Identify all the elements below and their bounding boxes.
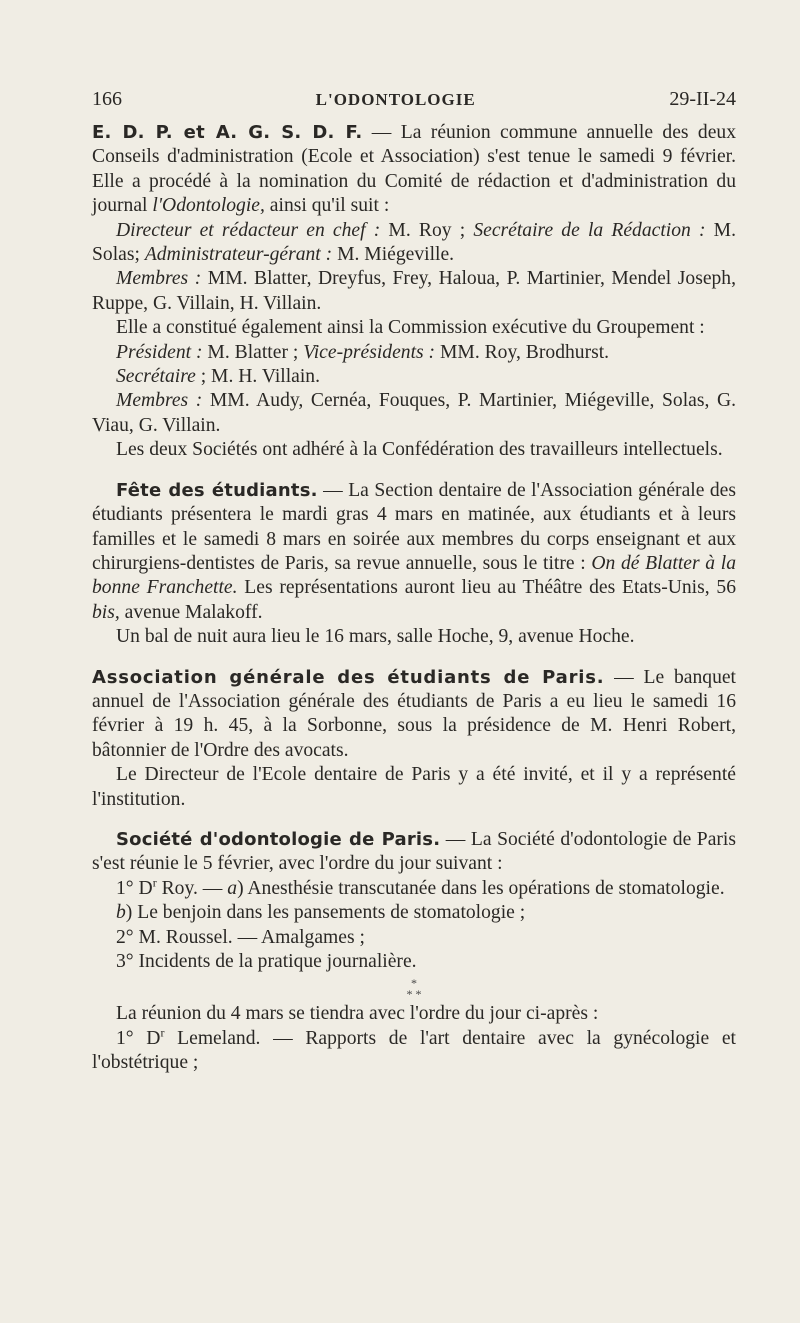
- paragraph: E. D. P. et A. G. S. D. F. — La réunion commune annuelle des deux Conseils d'administration (Ecole et Association) s'est tenue le samedi 9 février. Elle a procédé à la nomination du Comité de rédaction et d'administration du journal l'Odontologie, ainsi qu'il suit :: [92, 122, 736, 217]
- paragraph: Directeur et rédacteur en chef : M. Roy ; Secrétaire de la Rédaction : M. Solas; Administrateur-gérant : M. Miégeville.: [92, 219, 736, 266]
- paragraph: Association générale des étudiants de Paris. — Le banquet annuel de l'Association générale des étudiants de Paris a eu lieu le samedi 16 février à 19 h. 45, à la Sorbonne, sous la présidence de M. Henri Robert, bâtonnier de l'Ordre des avocats.: [92, 666, 737, 761]
- list-item: 3° Incidents de la pratique journalière.: [116, 951, 417, 972]
- section-association: [92, 666, 736, 812]
- paragraph: La réunion du 4 mars se tiendra avec l'ordre du jour ci-après :: [116, 1003, 599, 1025]
- section-title: Association générale des étudiants de Paris.: [92, 666, 605, 688]
- asterism: * * *: [406, 976, 422, 1002]
- article-body: [92, 121, 736, 1076]
- paragraph: Société d'odontologie de Paris. — La Société d'odontologie de Paris s'est réunie le 5 février, avec l'ordre du jour suivant :: [92, 828, 736, 875]
- list-item: 1° $D^r$ Lemeland. — Rapports de l'art dentaire avec la gynécologie et l'obstétrique ;: [92, 1025, 736, 1074]
- paragraph: Le Directeur de l'Ecole dentaire de Paris y a été invité, et il y a représenté l'institution.: [92, 764, 736, 810]
- paragraph: Un bal de nuit aura lieu le 16 mars, salle Hoche, 9, avenue Hoche.: [116, 626, 635, 648]
- section-title: E. D. P. et A. G. S. D. F.: [92, 122, 363, 143]
- paragraph: Fête des étudiants. — La Section dentaire de l'Association générale des étudiants présentera le mardi gras 4 mars en matinée, aux étudiants et à leurs familles et le samedi 8 mars en soirée aux membres du corps enseignant et aux chirurgiens-dentistes de Paris, sa revue annuelle, sous le titre : On dé Blatter à la bonne Franchette. Les représentations auront lieu au Théâtre des Etats-Unis, 56 bis, avenue Malakoff.: [92, 479, 736, 623]
- paragraph: Membres : MM. Audy, Cernéa, Fouques, P. Martinier, Miégeville, Solas, G. Viau, G. Villain.: [92, 390, 736, 436]
- issue-date: 29-II-24: [669, 88, 736, 110]
- section-title: Fête des étudiants.: [116, 479, 318, 501]
- page: [92, 88, 736, 1076]
- section-societe: [92, 828, 736, 1076]
- section-title: Société d'odontologie de Paris.: [116, 828, 441, 850]
- paragraph: Président : M. Blatter ; Vice-présidents : MM. Roy, Brodhurst.: [116, 341, 610, 363]
- page-header: [92, 88, 736, 111]
- paragraph: Les deux Sociétés ont adhéré à la Confédération des travailleurs intellectuels.: [116, 439, 723, 461]
- list-item: 2° M. Roussel. — Amalgames ;: [116, 926, 365, 948]
- page-number: 166: [92, 88, 122, 110]
- paragraph: Elle a constitué également ainsi la Commission exécutive du Groupement :: [116, 317, 705, 339]
- paragraph: Membres : MM. Blatter, Dreyfus, Frey, Haloua, P. Martinier, Mendel Joseph, Ruppe, G. Villain, H. Villain.: [92, 268, 737, 314]
- journal-title: L'ODONTOLOGIE: [315, 90, 476, 109]
- list-item: 1° $D^r$ Roy. — a) Anesthésie transcutanée dans les opérations de stomatologie.: [116, 875, 725, 899]
- paragraph: Secrétaire ; M. H. Villain.: [116, 366, 320, 388]
- section-edp: [92, 121, 736, 463]
- section-fete: [92, 479, 736, 650]
- list-item: b) Le benjoin dans les pansements de stomatologie ;: [116, 902, 526, 924]
